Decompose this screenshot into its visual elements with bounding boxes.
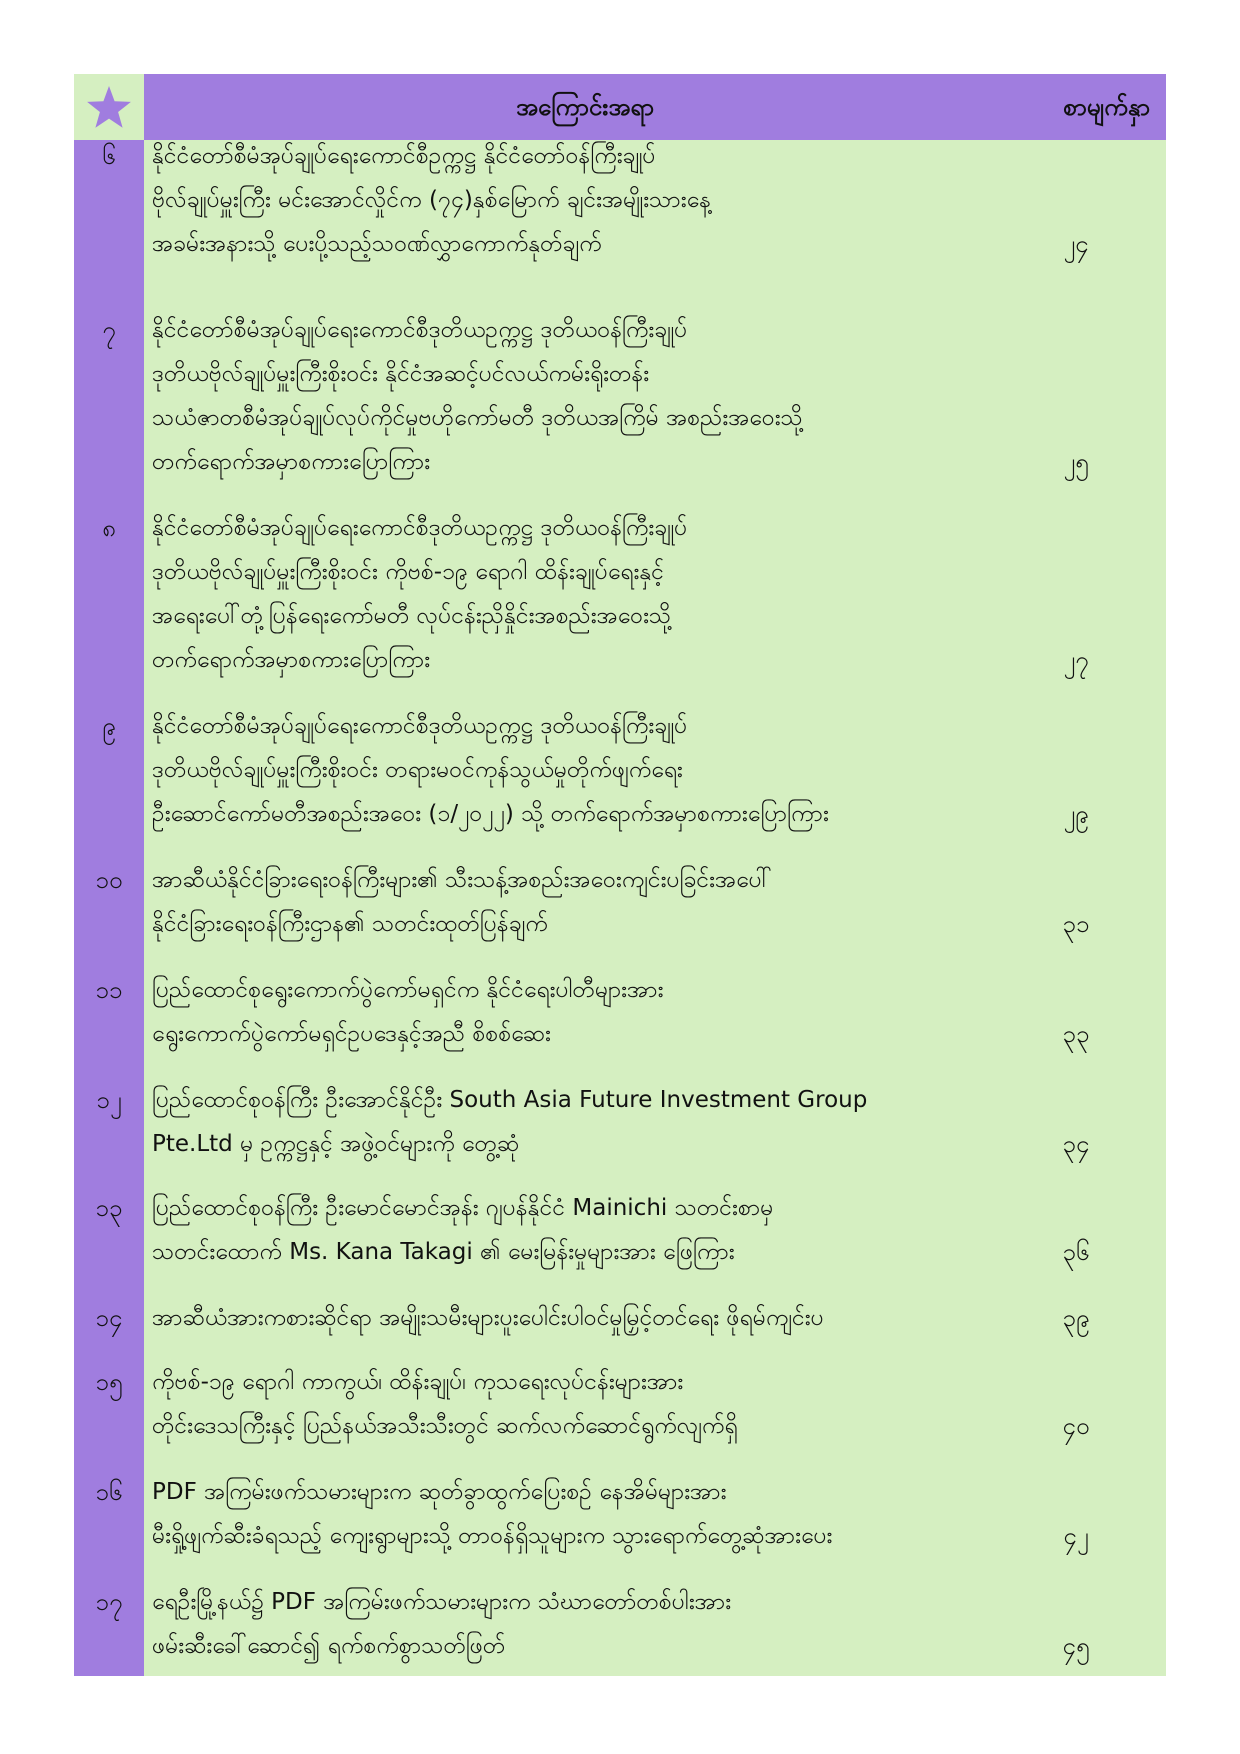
entry-number: ၁၇ bbox=[95, 1588, 123, 1616]
entry-line: မီးရှို့ဖျက်ဆီးခံရသည့် ကျေးရွာများသို့ တာဝန်ရှိသူများက သွားရောက်တွေ့ဆုံအားပေး bbox=[152, 1523, 833, 1549]
entry-line: နိုင်ငံတော်စီမံအုပ်ချုပ်ရေးကောင်စီဒုတိယဥက္ကဋ္ဌ ဒုတိယဝန်ကြီးချုပ် bbox=[152, 317, 688, 343]
star-icon bbox=[85, 84, 133, 130]
entry-title bbox=[152, 308, 1062, 484]
entry-number: ၁၁ bbox=[95, 976, 123, 1004]
entry-number: ၁၀ bbox=[95, 866, 123, 894]
entry-line: အာဆီယံအားကစားဆိုင်ရာ အမျိုးသမီးများပူးပေါင်းပါဝင်မှုမြှင့်တင်ရေး ဖိုရမ်ကျင်းပ bbox=[152, 1305, 824, 1331]
entry-line: နိုင်ငံတော်စီမံအုပ်ချုပ်ရေးကောင်စီဥက္ကဋ္ဌ နိုင်ငံတော်ဝန်ကြီးချုပ် bbox=[152, 143, 656, 169]
entry-page-number: ၄၀ bbox=[1062, 1412, 1090, 1440]
table-of-contents bbox=[74, 74, 1166, 1676]
entry-line: နိုင်ငံတော်စီမံအုပ်ချုပ်ရေးကောင်စီဒုတိယဥက္ကဋ္ဌ ဒုတိယဝန်ကြီးချုပ် bbox=[152, 515, 688, 541]
entry-line: ဦးဆောင်ကော်မတီအစည်းအဝေး (၁/၂၀၂၂) သို့ တက်ရောက်အမှာစကားပြောကြား bbox=[152, 801, 829, 827]
entry-line: ဒုတိယဗိုလ်ချုပ်မှူးကြီးစိုးဝင်း ကိုဗစ်-၁၉ ရောဂါ ထိန်းချုပ်ရေးနှင့် bbox=[152, 559, 664, 585]
entry-line: တက်ရောက်အမှာစကားပြောကြား bbox=[152, 647, 431, 673]
entry-page-number: ၄၂ bbox=[1063, 1522, 1089, 1550]
star-cell bbox=[74, 74, 144, 140]
entry-line: ဒုတိယဗိုလ်ချုပ်မှူးကြီးစိုးဝင်း တရားမဝင်ကုန်သွယ်မှုတိုက်ဖျက်ရေး bbox=[152, 757, 683, 783]
entry-line: တက်ရောက်အမှာစကားပြောကြား bbox=[152, 449, 431, 475]
entry-line: ပြည်ထောင်စုရွေးကောက်ပွဲကော်မရှင်က နိုင်ငံရေးပါတီများအား bbox=[152, 977, 664, 1003]
entry-line: ပြည်ထောင်စုဝန်ကြီး ဦးအောင်နိုင်ဦး South Asia Future Investment Group bbox=[152, 1087, 868, 1113]
entry-page-number: ၄၅ bbox=[1062, 1632, 1090, 1660]
entry-page-number: ၃၉ bbox=[1062, 1304, 1090, 1332]
entry-line: အခမ်းအနားသို့ ပေးပို့သည့်သဝဏ်လွှာကောက်နုတ်ချက် bbox=[152, 231, 602, 257]
entry-line: ဖမ်းဆီးခေါ်ဆောင်၍ ရက်စက်စွာသတ်ဖြတ် bbox=[152, 1633, 506, 1659]
entry-title bbox=[152, 1470, 1062, 1558]
toc-header bbox=[74, 74, 1166, 140]
contents-heading: အကြောင်းအရာ bbox=[516, 93, 654, 121]
entry-title bbox=[152, 1186, 1062, 1274]
entry-line: နိုင်ငံတော်စီမံအုပ်ချုပ်ရေးကောင်စီဒုတိယဥက္ကဋ္ဌ ဒုတိယဝန်ကြီးချုပ် bbox=[152, 713, 688, 739]
entry-number: ၉ bbox=[102, 712, 116, 740]
entry-title bbox=[152, 704, 1062, 836]
entry-page-number: ၂၉ bbox=[1063, 800, 1089, 828]
entry-line: အာဆီယံနိုင်ငံခြားရေးဝန်ကြီးများ၏ သီးသန့်အစည်းအဝေးကျင်းပခြင်းအပေါ် bbox=[152, 867, 773, 893]
entry-page-number: ၃၁ bbox=[1062, 910, 1090, 938]
entry-line: သယံဇာတစီမံအုပ်ချုပ်လုပ်ကိုင်မှုဗဟိုကော်မတီ ဒုတိယအကြိမ် အစည်းအဝေးသို့ bbox=[152, 405, 803, 431]
entry-line: အရေးပေါ်တုံ့ပြန်ရေးကော်မတီ လုပ်ငန်းညှိနှိုင်းအစည်းအဝေးသို့ bbox=[152, 603, 672, 629]
entry-number: ၁၂ bbox=[96, 1086, 122, 1114]
entry-line: ရွေးကောက်ပွဲကော်မရှင်ဥပဒေနှင့်အညီ စိစစ်ဆေး bbox=[152, 1021, 551, 1047]
entry-line: ဒုတိယဗိုလ်ချုပ်မှူးကြီးစိုးဝင်း နိုင်ငံအဆင့်ပင်လယ်ကမ်းရိုးတန်း bbox=[152, 361, 650, 387]
entry-number: ၁၄ bbox=[95, 1304, 123, 1332]
entry-line: တိုင်းဒေသကြီးနှင့် ပြည်နယ်အသီးသီးတွင် ဆက်လက်ဆောင်ရွက်လျက်ရှိ bbox=[152, 1413, 738, 1439]
entry-title bbox=[152, 506, 1062, 682]
entry-number: ၁၃ bbox=[95, 1194, 123, 1222]
entry-page-number: ၃၃ bbox=[1062, 1020, 1090, 1048]
entry-page-number: ၃၆ bbox=[1062, 1238, 1090, 1266]
entry-page-number: ၂၄ bbox=[1063, 230, 1089, 258]
entry-page-number: ၃၄ bbox=[1062, 1130, 1090, 1158]
entry-page-number: ၂၇ bbox=[1063, 646, 1089, 674]
entry-title bbox=[152, 1296, 1062, 1340]
entry-number: ၇ bbox=[102, 316, 116, 344]
entry-line: ကိုဗစ်-၁၉ ရောဂါ ကာကွယ်၊ ထိန်းချုပ်၊ ကုသရေးလုပ်ငန်းများအား bbox=[152, 1369, 684, 1395]
entry-number: ၁၅ bbox=[95, 1368, 123, 1396]
entry-line: Pte.Ltd မှ ဥက္ကဋ္ဌနှင့် အဖွဲ့ဝင်များကို တွေ့ဆုံ bbox=[152, 1131, 520, 1157]
entry-title bbox=[152, 134, 1062, 266]
entry-title bbox=[152, 968, 1062, 1056]
entry-line: ဗိုလ်ချုပ်မှူးကြီး မင်းအောင်လှိုင်က (၇၄)နှစ်မြောက် ချင်းအမျိုးသားနေ့ bbox=[152, 187, 711, 213]
entry-number: ၆ bbox=[102, 142, 116, 170]
entry-title bbox=[152, 1360, 1062, 1448]
entry-line: နိုင်ငံခြားရေးဝန်ကြီးဌာန၏ သတင်းထုတ်ပြန်ချက် bbox=[152, 911, 548, 937]
entry-page-number: ၂၅ bbox=[1063, 448, 1089, 476]
page-number-heading: စာမျက်နှာ bbox=[1063, 93, 1150, 121]
entry-title bbox=[152, 858, 1062, 946]
entry-title bbox=[152, 1078, 1062, 1166]
entry-number: ၁၆ bbox=[95, 1478, 123, 1506]
entry-line: PDF အကြမ်းဖက်သမားများက ဆုတ်ခွာထွက်ပြေးစဉ် နေအိမ်များအား bbox=[152, 1479, 727, 1505]
entry-title bbox=[152, 1580, 1062, 1668]
entry-line: သတင်းထောက် Ms. Kana Takagi ၏ မေးမြန်းမှုများအား ဖြေကြား bbox=[152, 1239, 735, 1265]
entry-line: ရေဦးမြို့နယ်၌ PDF အကြမ်းဖက်သမားများက သံဃာတော်တစ်ပါးအား bbox=[152, 1589, 732, 1615]
entry-number: ၈ bbox=[102, 514, 116, 542]
entry-line: ပြည်ထောင်စုဝန်ကြီး ဦးမောင်မောင်အုန်း ဂျပန်နိုင်ငံ Mainichi သတင်းစာမှ bbox=[152, 1195, 774, 1221]
